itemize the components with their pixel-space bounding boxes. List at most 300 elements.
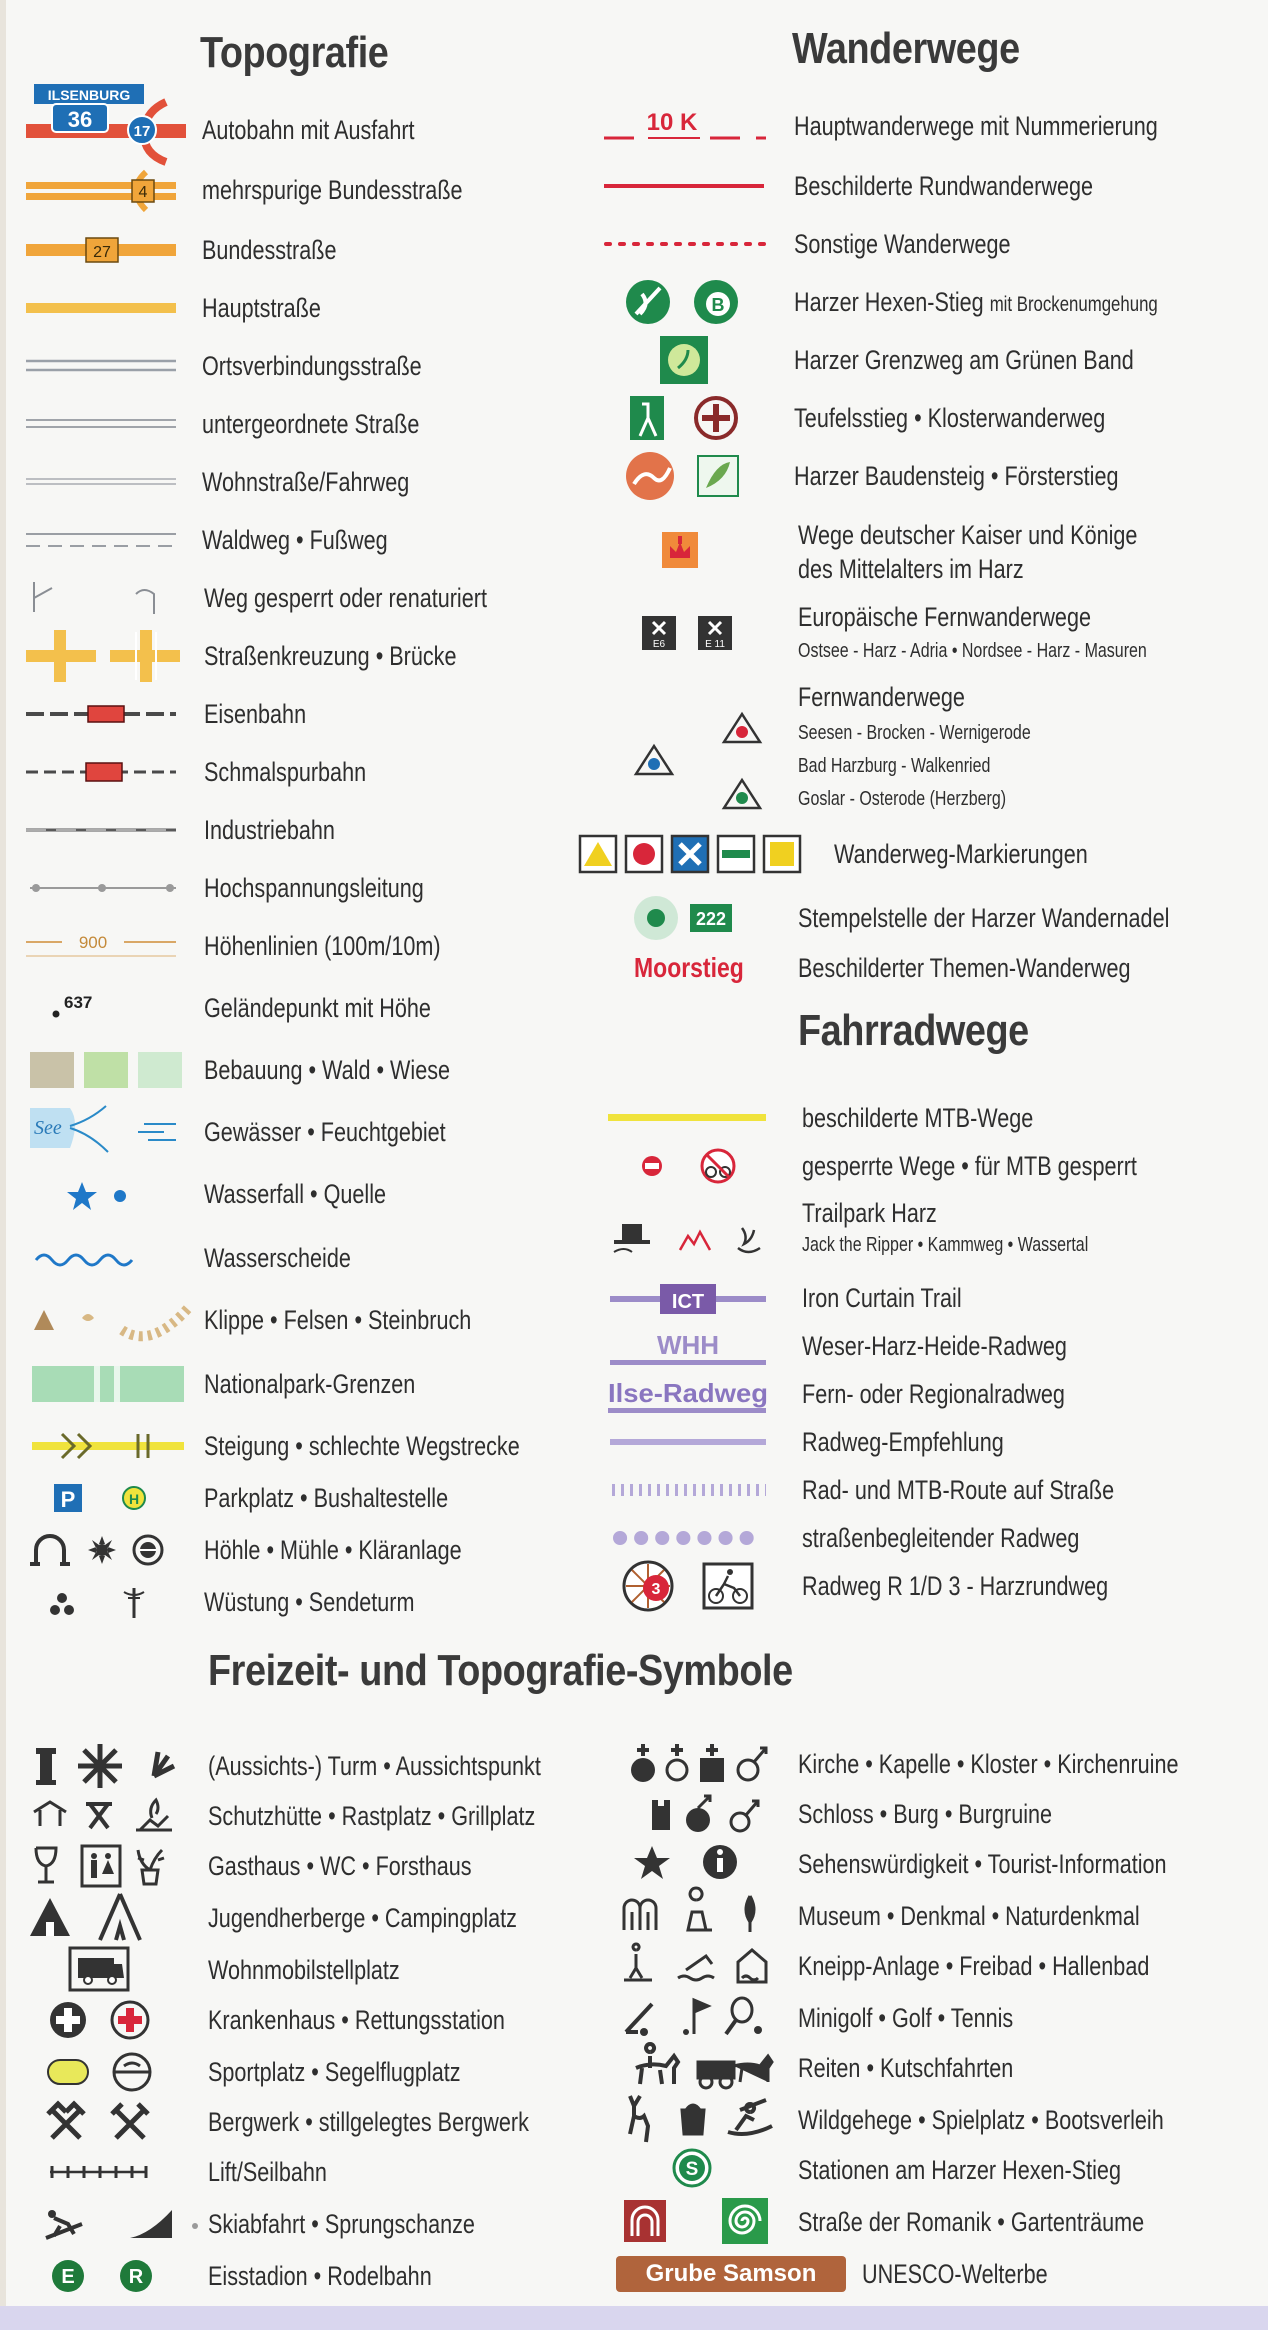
label-mehrspurig: mehrspurige Bundesstraße xyxy=(202,175,463,205)
legend-row-minigolf xyxy=(600,1998,1260,2038)
kirche-icon xyxy=(631,1744,655,1782)
markierungen-symbol xyxy=(578,832,808,876)
museum-symbol xyxy=(620,1890,780,1942)
hoehle-symbol xyxy=(30,1530,170,1570)
legend-row-bundesstrasse xyxy=(0,230,600,270)
muehle-icon xyxy=(88,1536,116,1564)
legend-row-reiten xyxy=(600,2048,1260,2088)
legend-row-autobahn xyxy=(0,87,600,150)
contour-900: 900 xyxy=(78,933,108,952)
legend-row-ortsverbindung xyxy=(0,346,600,386)
label-bundesstrasse: Bundesstraße xyxy=(202,235,337,265)
label-sehenswuerdigkeit: Sehenswürdigkeit • Tourist-Information xyxy=(798,1849,1167,1879)
label-hauptstrasse: Hauptstraße xyxy=(202,293,321,323)
wohnmobil-symbol xyxy=(66,1944,136,1996)
grube-samson-text: Grube Samson xyxy=(645,2260,817,2287)
auf-strasse-symbol xyxy=(610,1470,770,1510)
gasthaus-icon xyxy=(36,1848,56,1882)
whh-text: WHH xyxy=(656,1330,720,1360)
legend-row-jugendherberge xyxy=(0,1898,600,1938)
wasserfall-quelle-symbol xyxy=(66,1174,136,1214)
label-ortsverbindung: Ortsverbindungsstraße xyxy=(202,351,422,381)
kneipp-symbol xyxy=(620,1940,780,1992)
legend-row-whh xyxy=(590,1326,1250,1366)
label-hexen-stationen: Stationen am Harzer Hexen-Stieg xyxy=(798,2155,1121,2185)
label-parkplatz: Parkplatz • Bushaltestelle xyxy=(204,1483,449,1513)
wc-icon xyxy=(82,1846,120,1886)
legend-row-sonstige xyxy=(590,224,1250,264)
bebauung-symbol xyxy=(26,1050,190,1090)
mark-square-icon xyxy=(770,842,794,866)
legend-row-kirche xyxy=(600,1744,1260,1784)
fern-symbol xyxy=(630,710,780,820)
mark-dot-icon xyxy=(633,843,655,865)
label-romanik: Straße der Romanik • Gartenträume xyxy=(798,2207,1145,2237)
label-schmalspurbahn: Schmalspurbahn xyxy=(204,757,367,787)
schutzhuette-symbol xyxy=(30,1790,190,1842)
legend-row-hoehle xyxy=(0,1530,600,1570)
turm-icon xyxy=(40,1752,52,1782)
legend-row-kneipp xyxy=(600,1946,1260,1986)
rundwanderwege-symbol xyxy=(604,166,774,206)
ilse-text: Ilse-Radweg xyxy=(608,1378,768,1408)
label-kirche: Kirche • Kapelle • Kloster • Kirchenruine xyxy=(798,1749,1179,1779)
turm-symbol xyxy=(30,1740,190,1792)
ict-symbol xyxy=(610,1278,770,1318)
label-reiten: Reiten • Kutschfahrten xyxy=(798,2053,1014,2083)
hauptwanderwege-symbol xyxy=(604,106,774,146)
steigung-symbol xyxy=(32,1426,192,1466)
ict-text: ICT xyxy=(671,1291,705,1313)
hexen-symbol xyxy=(620,276,760,328)
trail-10k-label: 10 K xyxy=(646,109,698,136)
legend-row-hochspannung xyxy=(0,868,600,908)
ilse-symbol xyxy=(604,1374,776,1414)
legend-row-mtb xyxy=(590,1098,1250,1138)
label-whh: Weser-Harz-Heide-Radweg xyxy=(802,1331,1067,1361)
label-hexen-small: mit Brockenumgehung xyxy=(989,293,1158,316)
legend-row-klippe xyxy=(0,1300,600,1340)
legend-row-wildgehege xyxy=(600,2100,1260,2140)
camping-icon xyxy=(100,1894,140,1940)
label-eisstadion: Eisstadion • Rodelbahn xyxy=(208,2261,432,2291)
wildgehege-symbol xyxy=(620,2092,790,2148)
label-grenzweg: Harzer Grenzweg am Grünen Band xyxy=(794,345,1134,375)
gesperrt-symbol xyxy=(636,1146,746,1186)
empfehlung-symbol xyxy=(610,1422,770,1462)
bundesstrasse-symbol xyxy=(26,230,186,270)
legend-row-gasthaus xyxy=(0,1846,600,1886)
stempel-symbol xyxy=(630,892,740,944)
label-skiabfahrt: Skiabfahrt • Sprungschanze xyxy=(208,2209,475,2239)
eis-e-text: E xyxy=(61,2266,75,2288)
hauptstrasse-symbol xyxy=(26,288,186,328)
shield-36: 36 xyxy=(67,107,93,132)
hochspannung-symbol xyxy=(26,868,186,908)
e6-text: E6 xyxy=(652,639,666,650)
label-begleitend: straßenbegleitender Radweg xyxy=(802,1523,1080,1553)
sonstige-symbol xyxy=(604,224,774,264)
legend-row-gesperrt xyxy=(590,1146,1250,1186)
legend-row-romanik xyxy=(600,2202,1260,2242)
legend-row-empfehlung xyxy=(590,1422,1250,1462)
label-waldweg: Waldweg • Fußweg xyxy=(202,525,388,555)
wuestung-symbol xyxy=(46,1582,156,1622)
waldweg-symbol xyxy=(26,520,186,560)
label-turm: (Aussichts-) Turm • Aussichtspunkt xyxy=(208,1751,541,1781)
jugendherberge-symbol xyxy=(30,1890,190,1946)
legend-row-wohnstrasse xyxy=(0,462,600,502)
klippe-symbol xyxy=(30,1290,200,1350)
gewaesser-symbol xyxy=(26,1102,190,1162)
kirchenruine-icon xyxy=(738,1748,766,1780)
label-fern-sub1: Seesen - Brocken - Wernigerode xyxy=(798,722,1031,744)
label-markierungen: Wanderweg-Markierungen xyxy=(834,839,1088,869)
unesco-symbol xyxy=(616,2254,846,2294)
sportplatz-symbol xyxy=(44,2046,164,2098)
label-fern-sub2: Bad Harzburg - Walkenried xyxy=(798,755,991,777)
label-krankenhaus: Krankenhaus • Rettungsstation xyxy=(208,2005,505,2035)
wuestung-icon xyxy=(50,1593,74,1615)
label-fern: Fernwanderwege xyxy=(798,682,965,712)
legend-row-industriebahn xyxy=(0,810,600,850)
legend-row-rundwanderwege xyxy=(590,166,1250,206)
golf-icon xyxy=(694,2000,708,2034)
schmalspurbahn-symbol xyxy=(26,752,186,792)
label-hoehle: Höhle • Mühle • Kläranlage xyxy=(204,1535,462,1565)
legend-row-bergwerk xyxy=(0,2102,600,2142)
legend-row-themen xyxy=(590,948,1250,988)
legend-row-hoehenlinien xyxy=(0,926,600,966)
stillgelegt-bergwerk-icon xyxy=(116,2110,144,2138)
untergeordnet-symbol xyxy=(26,404,186,444)
legend-row-ict xyxy=(590,1278,1250,1318)
minigolf-symbol xyxy=(620,1992,780,2044)
legend-row-euro xyxy=(590,600,1250,670)
label-unesco: UNESCO-Welterbe xyxy=(862,2259,1048,2289)
legend-row-waldweg xyxy=(0,520,600,560)
label-fern-sub3: Goslar - Osterode (Herzberg) xyxy=(798,788,1007,810)
bottom-band xyxy=(0,2306,1268,2330)
burg-icon xyxy=(686,1796,710,1832)
label-autobahn: Autobahn mit Ausfahrt xyxy=(202,115,415,145)
minigolf-icon xyxy=(626,2004,652,2032)
mehrspurig-symbol xyxy=(26,170,186,210)
heading-topografie: Topografie xyxy=(200,28,389,77)
shield-ilsenburg: ILSENBURG xyxy=(47,87,131,103)
euro-symbol xyxy=(632,610,742,660)
label-gasthaus: Gasthaus • WC • Forsthaus xyxy=(208,1851,472,1881)
e11-text: E 11 xyxy=(705,639,725,650)
schloss-symbol xyxy=(644,1788,784,1840)
label-wasserfall: Wasserfall • Quelle xyxy=(204,1179,387,1209)
label-bauden: Harzer Baudensteig • Försterstieg xyxy=(794,461,1119,491)
legend-row-nationalpark xyxy=(0,1364,600,1404)
hoehle-icon xyxy=(30,1536,70,1564)
label-ilse: Fern- oder Regionalradweg xyxy=(802,1379,1065,1409)
label-kneipp: Kneipp-Anlage • Freibad • Hallenbad xyxy=(798,1951,1150,1981)
label-klippe: Klippe • Felsen • Steinbruch xyxy=(204,1305,472,1335)
schloss-icon xyxy=(652,1800,670,1830)
legend-row-turm xyxy=(0,1746,600,1786)
hallenbad-icon xyxy=(738,1950,766,1982)
label-themen: Beschilderter Themen-Wanderweg xyxy=(798,953,1131,983)
legend-row-fern xyxy=(590,680,1250,820)
label-r1d3: Radweg R 1/D 3 - Harzrundweg xyxy=(802,1571,1109,1601)
label-bebauung: Bebauung • Wald • Wiese xyxy=(204,1055,451,1085)
wildgehege-icon xyxy=(630,2096,648,2142)
label-euro: Europäische Fernwanderwege xyxy=(798,602,1091,632)
freibad-icon xyxy=(678,1956,714,1980)
legend-row-markierungen xyxy=(578,832,1258,876)
legend-row-unesco xyxy=(600,2254,1260,2294)
label-hexen xyxy=(794,282,1158,322)
legend-row-museum xyxy=(600,1896,1260,1936)
label-trailpark: Trailpark Harz xyxy=(802,1198,937,1228)
lift-symbol xyxy=(46,2152,156,2192)
forsthaus-icon xyxy=(138,1850,164,1884)
label-industriebahn: Industriebahn xyxy=(204,815,335,845)
hoehenlinien-symbol xyxy=(26,926,186,966)
bergwerk-icon xyxy=(48,2104,84,2138)
romanik-symbol xyxy=(620,2196,780,2248)
schutzhuette-icon xyxy=(34,1802,66,1826)
kreuzung-symbol xyxy=(26,628,186,684)
sehenswuerdigkeit-symbol xyxy=(630,1838,770,1890)
label-sportplatz: Sportplatz • Segelflugplatz xyxy=(208,2057,461,2087)
legend-row-auf-strasse xyxy=(590,1470,1250,1510)
label-schloss: Schloss • Burg • Burgruine xyxy=(798,1799,1053,1829)
label-sonstige: Sonstige Wanderwege xyxy=(794,229,1011,259)
legend-row-eisenbahn xyxy=(0,694,600,734)
legend-row-weg-gesperrt xyxy=(0,578,600,618)
legend-row-schutzhuette xyxy=(0,1796,600,1836)
skiabfahrt-icon xyxy=(46,2218,82,2238)
label-gelaendepunkt: Geländepunkt mit Höhe xyxy=(204,993,431,1023)
bergwerk-symbol xyxy=(44,2096,164,2148)
legend-row-kaiser xyxy=(590,514,1250,594)
legend-row-lift xyxy=(0,2152,600,2192)
stempel-number: 222 xyxy=(695,909,727,929)
wohnstrasse-symbol xyxy=(26,462,186,502)
jack-the-ripper-icon xyxy=(614,1224,650,1252)
label-schutzhuette: Schutzhütte • Rastplatz • Grillplatz xyxy=(208,1801,536,1831)
whh-symbol xyxy=(610,1326,770,1366)
klippe-icon xyxy=(34,1310,54,1330)
kaiser-symbol xyxy=(656,524,706,576)
legend-row-wasserscheide xyxy=(0,1238,600,1278)
label-euro-sub: Ostsee - Harz - Adria • Nordsee - Harz - Masuren xyxy=(798,640,1147,662)
bauden-symbol xyxy=(620,450,760,502)
reiten-symbol xyxy=(630,2042,780,2094)
sehenswuerdigkeit-icon xyxy=(634,1846,670,1879)
svg-text:P: P xyxy=(60,1487,76,1512)
moorstieg-text: Moorstieg xyxy=(634,952,744,983)
label-auf-strasse: Rad- und MTB-Route auf Straße xyxy=(802,1475,1115,1505)
legend-row-bebauung xyxy=(0,1050,600,1090)
legend-row-grenzweg xyxy=(590,340,1250,380)
label-kreuzung: Straßenkreuzung • Brücke xyxy=(204,641,457,671)
label-wildgehege: Wildgehege • Spielplatz • Bootsverleih xyxy=(798,2105,1164,2135)
legend-row-parkplatz xyxy=(0,1478,600,1518)
heading-wanderwege: Wanderwege xyxy=(792,24,1020,73)
legend-row-mehrspurig xyxy=(0,170,600,210)
hexen-s-text: S xyxy=(685,2159,699,2180)
legend-row-hauptwanderwege xyxy=(590,106,1250,146)
legend-row-wasserfall xyxy=(0,1174,600,1214)
begleitend-symbol xyxy=(610,1518,770,1558)
museum-icon xyxy=(624,1900,656,1930)
label-nationalpark: Nationalpark-Grenzen xyxy=(204,1369,416,1399)
label-trailpark-sub: Jack the Ripper • Kammweg • Wassertal xyxy=(802,1234,1089,1256)
legend-row-skiabfahrt xyxy=(0,2204,600,2244)
burgruine-icon xyxy=(731,1801,758,1831)
label-eisenbahn: Eisenbahn xyxy=(204,699,307,729)
mark-bar-icon xyxy=(722,850,750,858)
sendeturm-icon xyxy=(124,1588,144,1618)
ortsverbindung-symbol xyxy=(26,346,186,386)
parkplatz-symbol xyxy=(52,1478,162,1518)
label-jugendherberge: Jugendherberge • Campingplatz xyxy=(208,1903,517,1933)
label-weg-gesperrt: Weg gesperrt oder renaturiert xyxy=(204,583,487,613)
kneipp-icon xyxy=(624,1944,652,1980)
spielplatz-icon xyxy=(682,2105,704,2134)
point-637: 637 xyxy=(64,993,93,1012)
reiten-icon xyxy=(636,2044,678,2084)
label-mtb: beschilderte MTB-Wege xyxy=(802,1103,1034,1133)
legend-row-trailpark xyxy=(590,1196,1250,1266)
legend-row-hauptstrasse xyxy=(0,288,600,328)
legend-row-steigung xyxy=(0,1426,600,1466)
mtb-symbol xyxy=(608,1098,770,1138)
denkmal-icon xyxy=(688,1888,712,1930)
legend-row-wohnmobil xyxy=(0,1950,600,1990)
r1d3-symbol xyxy=(620,1558,760,1614)
label-hauptwanderwege: Hauptwanderwege mit Nummerierung xyxy=(794,111,1158,141)
legend-row-gewaesser xyxy=(0,1112,600,1152)
legend-row-teufel xyxy=(590,398,1250,438)
teufel-symbol xyxy=(620,392,760,444)
weg-gesperrt-symbol xyxy=(26,578,186,618)
label-minigolf: Minigolf • Golf • Tennis xyxy=(798,2003,1014,2033)
label-kaiser-2: des Mittelalters im Harz xyxy=(798,554,1024,584)
see-text: See xyxy=(34,1117,62,1139)
shield-17: 17 xyxy=(133,123,151,140)
naturdenkmal-icon xyxy=(746,1896,754,1932)
krankenhaus-symbol xyxy=(44,1994,164,2046)
eisstadion-symbol xyxy=(44,2250,164,2302)
label-stempel: Stempelstelle der Harzer Wandernadel xyxy=(798,903,1170,933)
wasserscheide-symbol xyxy=(32,1238,142,1278)
label-hexen-main: Harzer Hexen-Stieg xyxy=(794,287,984,317)
label-empfehlung: Radweg-Empfehlung xyxy=(802,1427,1004,1457)
legend-row-sportplatz xyxy=(0,2052,600,2092)
bootsverleih-icon xyxy=(728,2100,772,2134)
trailpark-symbol xyxy=(610,1218,780,1262)
label-gewaesser: Gewässer • Feuchtgebiet xyxy=(204,1117,446,1147)
industriebahn-symbol xyxy=(26,810,186,850)
legend-row-eisstadion xyxy=(0,2256,600,2296)
label-rundwanderwege: Beschilderte Rundwanderwege xyxy=(794,171,1093,201)
legend-row-schloss xyxy=(600,1794,1260,1834)
label-teufel: Teufelsstieg • Klosterwanderweg xyxy=(794,403,1106,433)
shield-4: 4 xyxy=(138,184,148,201)
steinbruch-icon xyxy=(122,1306,190,1336)
legend-row-bauden xyxy=(590,456,1250,496)
label-lift: Lift/Seilbahn xyxy=(208,2157,327,2187)
grillplatz-icon xyxy=(136,1800,172,1830)
legend-row-wuestung xyxy=(0,1582,600,1622)
legend-row-krankenhaus xyxy=(0,2000,600,2040)
legend-row-hexen xyxy=(590,282,1250,322)
label-kaiser-1: Wege deutscher Kaiser und Könige xyxy=(798,520,1138,550)
aussichtspunkt-icon xyxy=(78,1744,122,1788)
legend-row-ilse xyxy=(590,1374,1250,1414)
kirche-symbol xyxy=(624,1738,784,1790)
label-hoehenlinien: Höhenlinien (100m/10m) xyxy=(204,931,441,961)
label-bergwerk: Bergwerk • stillgelegtes Bergwerk xyxy=(208,2107,529,2137)
felsen-icon xyxy=(82,1314,94,1321)
sportplatz-icon xyxy=(48,2060,88,2084)
shield-27: 27 xyxy=(93,244,111,261)
quelle-icon xyxy=(114,1190,126,1202)
eis-r-text: R xyxy=(128,2266,144,2288)
legend-row-schmalspurbahn xyxy=(0,752,600,792)
label-wuestung: Wüstung • Sendeturm xyxy=(204,1587,415,1617)
legend-row-hexen-stationen xyxy=(600,2150,1260,2190)
themen-symbol xyxy=(604,948,774,988)
label-wohnmobil: Wohnmobilstellplatz xyxy=(208,1955,400,1985)
grenzweg-symbol xyxy=(650,334,720,386)
aussicht-fan-icon xyxy=(154,1752,174,1776)
label-hochspannung: Hochspannungsleitung xyxy=(204,873,424,903)
label-wasserscheide: Wasserscheide xyxy=(204,1243,351,1273)
hexen-b-text: B xyxy=(711,295,725,315)
sprungschanze-icon xyxy=(130,2210,172,2238)
skiabfahrt-symbol xyxy=(40,2198,210,2250)
legend-row-stempel xyxy=(590,898,1250,938)
wasserfall-icon xyxy=(67,1182,97,1210)
rastplatz-icon xyxy=(86,1804,112,1828)
legend-row-sehenswuerdigkeit xyxy=(600,1844,1260,1884)
r3-text: 3 xyxy=(651,1581,661,1598)
wassertal-icon xyxy=(738,1228,760,1252)
heading-fahrradwege: Fahrradwege xyxy=(798,1006,1029,1055)
label-untergeordnet: untergeordnete Straße xyxy=(202,409,420,439)
kammweg-icon xyxy=(680,1232,710,1250)
hexen-stationen-symbol xyxy=(664,2144,724,2196)
legend-row-untergeordnet xyxy=(0,404,600,444)
svg-text:H: H xyxy=(128,1491,140,1507)
nationalpark-symbol xyxy=(32,1364,192,1404)
kloster-icon xyxy=(700,1744,724,1782)
tennis-icon xyxy=(726,1998,762,2034)
legend-row-kreuzung xyxy=(0,636,600,676)
label-ict: Iron Curtain Trail xyxy=(802,1283,962,1313)
legend-row-gelaendepunkt xyxy=(0,988,600,1028)
label-steigung: Steigung • schlechte Wegstrecke xyxy=(204,1431,520,1461)
autobahn-symbol xyxy=(26,82,196,162)
kapelle-icon xyxy=(667,1744,687,1780)
legend-row-begleitend xyxy=(590,1518,1250,1558)
label-gesperrt: gesperrte Wege • für MTB gesperrt xyxy=(802,1151,1137,1181)
gasthaus-symbol xyxy=(30,1840,190,1892)
eisenbahn-symbol xyxy=(26,694,186,734)
legend-row-r1d3 xyxy=(590,1566,1250,1606)
label-wohnstrasse: Wohnstraße/Fahrweg xyxy=(202,467,410,497)
label-museum: Museum • Denkmal • Naturdenkmal xyxy=(798,1901,1140,1931)
gelaendepunkt-symbol xyxy=(40,988,120,1028)
